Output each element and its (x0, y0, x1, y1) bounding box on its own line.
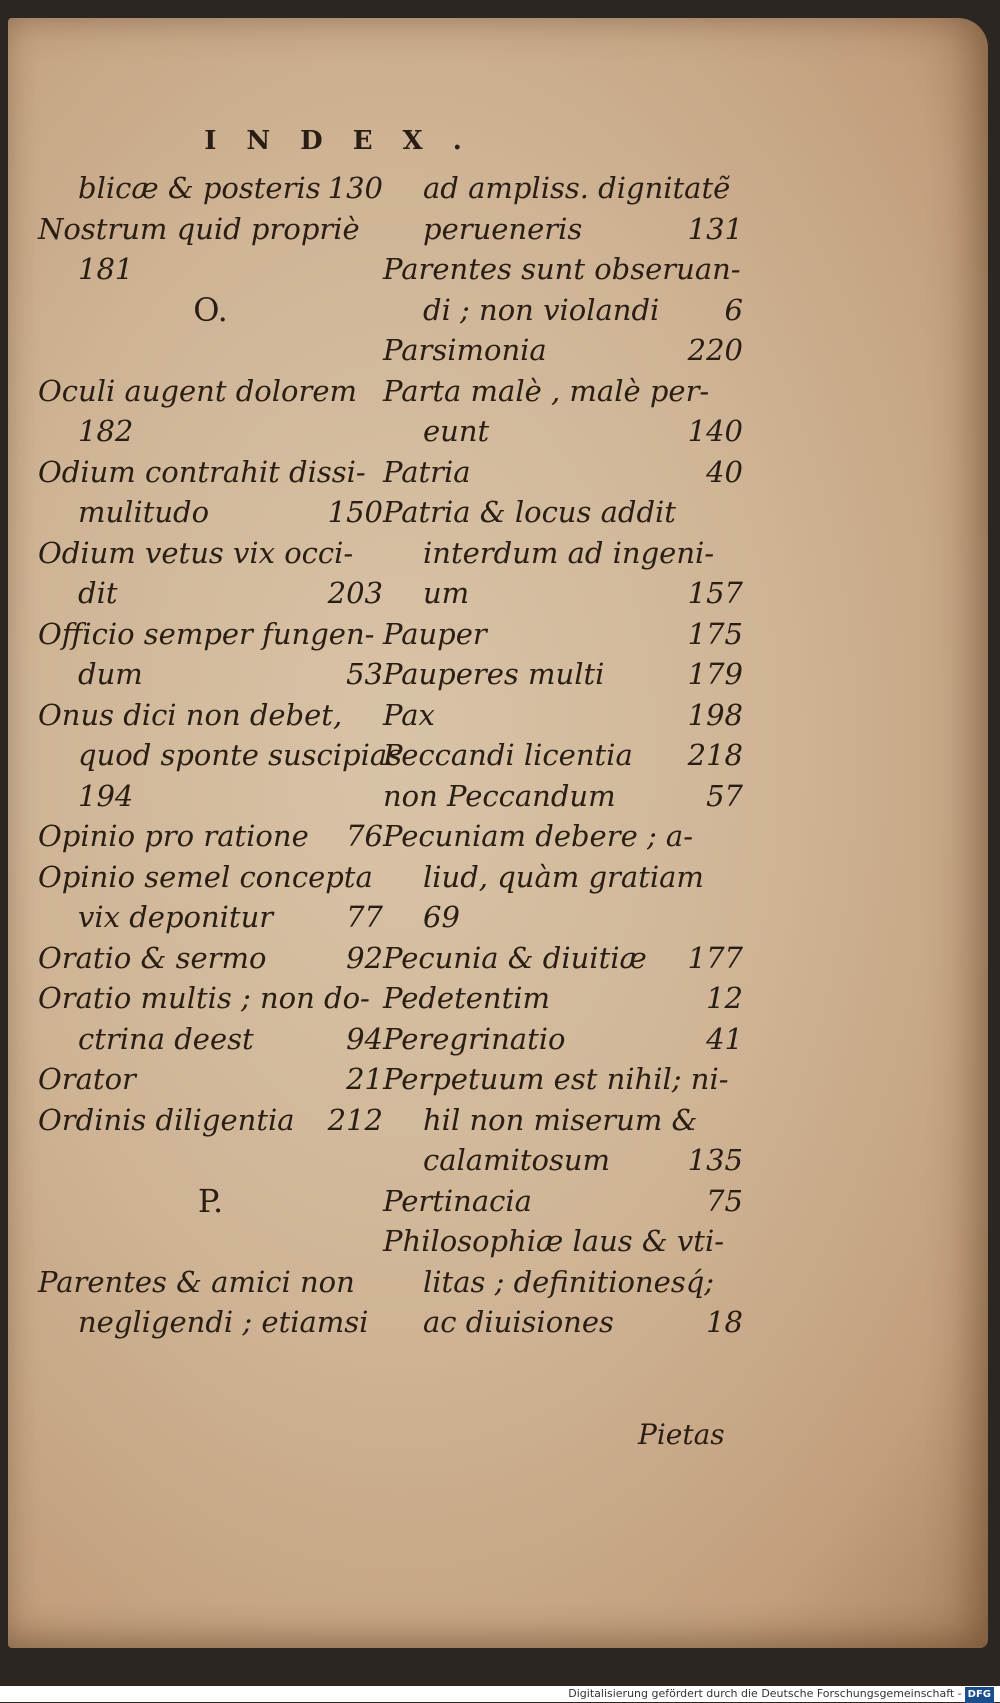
index-entry-page: 130 (327, 171, 383, 205)
index-entry (38, 369, 383, 413)
index-entry-text: hil non miserum & (423, 1103, 698, 1137)
index-entry (383, 652, 743, 696)
index-entry (383, 207, 743, 251)
index-entry (38, 1057, 383, 1101)
index-entry (383, 895, 743, 939)
index-entry (383, 490, 743, 534)
index-entry (38, 490, 383, 534)
index-entry-page: 75 (706, 1184, 743, 1218)
index-entry-text: Peregrinatio (383, 1022, 566, 1056)
index-entry (38, 328, 383, 372)
index-entry-text: litas ; definitionesq́; (423, 1265, 715, 1299)
index-entry-text: Parsimonia (383, 333, 547, 367)
index-entry-text: Pertinacia (383, 1184, 532, 1218)
index-entry (383, 936, 743, 980)
index-entry (38, 733, 403, 777)
index-entry (383, 774, 743, 818)
index-entry-text: dum (78, 657, 143, 691)
index-entry-text: Patria & locus addit (383, 495, 676, 529)
index-entry-page: 92 (346, 941, 383, 975)
index-entry (38, 774, 383, 818)
index-entry (38, 652, 383, 696)
index-entry-text: Perpetuum est nihil; ni- (383, 1062, 729, 1096)
index-entry (38, 1138, 383, 1182)
index-entry-text: um (423, 576, 470, 610)
digitization-footer (0, 1686, 1000, 1702)
index-entry-page: 6 (724, 293, 743, 327)
index-entry-text: Pecunia & diuitiæ (383, 941, 647, 975)
index-entry (383, 450, 743, 494)
index-entry (383, 814, 743, 858)
index-entry-text: eunt (423, 414, 490, 448)
index-entry-text: Onus dici non debet, (38, 698, 343, 732)
index-entry (38, 693, 383, 737)
index-entry-text: 181 (78, 252, 134, 286)
index-entry-text: Officio semper fungen- (38, 617, 375, 651)
index-entry (383, 1179, 743, 1223)
index-entry (38, 976, 383, 1020)
index-entry (383, 1260, 743, 1304)
index-entry (383, 733, 743, 777)
index-entry-text: 194 (78, 779, 134, 813)
index-entry-page: 41 (706, 1022, 743, 1056)
index-entry-page: 77 (346, 900, 383, 934)
page-header: INDEX. (204, 126, 492, 156)
index-entry-text: Philosophiæ laus & vti- (383, 1224, 725, 1258)
index-entry (38, 1017, 383, 1061)
index-entry-text: 69 (423, 900, 460, 934)
index-entry (38, 1098, 383, 1142)
index-entry (38, 450, 383, 494)
index-entry (38, 571, 383, 615)
index-entry (38, 936, 383, 980)
index-entry (383, 288, 743, 332)
index-entry (383, 571, 743, 615)
index-entry-text: ad ampliss. dignitatẽ (423, 171, 731, 205)
index-entry-text: Pauperes multi (383, 657, 605, 691)
index-entry-text: negligendi ; etiamsi (78, 1305, 369, 1339)
index-entry (38, 247, 383, 291)
index-entry-page: 40 (706, 455, 743, 489)
index-entry (383, 693, 743, 737)
index-entry-page: 220 (687, 333, 743, 367)
index-section-letter: O. (193, 291, 228, 329)
index-entry (383, 612, 743, 656)
index-entry-page: 21 (346, 1062, 383, 1096)
index-entry (383, 1219, 743, 1263)
index-entry-text: liud, quàm gratiam (423, 860, 704, 894)
index-entry-text: Oratio & sermo (38, 941, 267, 975)
index-entry-text: Oculi augent dolorem (38, 374, 357, 408)
index-entry (38, 1260, 383, 1304)
index-entry-page: 131 (687, 212, 743, 246)
catchword: Pietas (638, 1418, 725, 1451)
index-entry (38, 895, 383, 939)
index-entry-text: Opinio pro ratione (38, 819, 309, 853)
index-entry-text: Ordinis diligentia (38, 1103, 295, 1137)
index-entry-text: ctrina deest (78, 1022, 254, 1056)
index-entry-text: Parentes sunt obseruan- (383, 252, 741, 286)
index-entry (383, 328, 743, 372)
index-entry (38, 814, 383, 858)
index-entry (383, 976, 743, 1020)
index-entry-page: 198 (687, 698, 743, 732)
index-entry-text: Oratio multis ; non do- (38, 981, 370, 1015)
index-entry-text: dit (78, 576, 118, 610)
index-entry-page: 175 (687, 617, 743, 651)
index-entry-text: di ; non violandi (423, 293, 660, 327)
dfg-logo: DFG (965, 1687, 994, 1703)
index-entry (383, 1098, 743, 1142)
index-entry-page: 157 (687, 576, 743, 610)
index-entry-text: ac diuisiones (423, 1305, 614, 1339)
index-entry-page: 57 (706, 779, 743, 813)
index-entry-text: Parentes & amici non (38, 1265, 355, 1299)
index-entry (38, 207, 383, 251)
index-entry-text: Opinio semel concepta (38, 860, 373, 894)
index-entry-page: 212 (327, 1103, 383, 1137)
index-entry-text: Odium vetus vix occi- (38, 536, 354, 570)
index-entry (383, 369, 743, 413)
index-entry-text: mulitudo (78, 495, 210, 529)
index-section-letter: P. (197, 1182, 224, 1220)
index-entry-text: blicæ & posteris (78, 171, 321, 205)
index-entry-text: Pax (383, 698, 435, 732)
index-entry-page: 94 (346, 1022, 383, 1056)
index-entry (38, 1300, 383, 1344)
index-entry-text: quod sponte suscipias (78, 738, 403, 772)
index-entry-page: 76 (346, 819, 383, 853)
index-entry-page: 203 (327, 576, 383, 610)
index-entry (383, 1057, 743, 1101)
index-entry (383, 1138, 743, 1182)
index-entry-page: 177 (687, 941, 743, 975)
index-entry (383, 409, 743, 453)
index-entry-page: 53 (346, 657, 383, 691)
index-entry-page: 218 (687, 738, 743, 772)
index-entry-text: 182 (78, 414, 134, 448)
index-entry-text: perueneris (423, 212, 583, 246)
index-entry-text: Pedetentim (383, 981, 551, 1015)
index-entry (38, 531, 383, 575)
index-entry (383, 1017, 743, 1061)
index-entry-page: 140 (687, 414, 743, 448)
index-entry-page: 12 (706, 981, 743, 1015)
index-entry-text: Pecuniam debere ; a- (383, 819, 694, 853)
index-entry (38, 855, 383, 899)
index-entry-page: 150 (327, 495, 383, 529)
index-entry (383, 247, 743, 291)
index-entry (383, 166, 743, 210)
index-entry-text: calamitosum (423, 1143, 611, 1177)
index-entry-text: Orator (38, 1062, 136, 1096)
index-entry-text: Peccandi licentia (383, 738, 633, 772)
index-entry-text: interdum ad ingeni- (423, 536, 715, 570)
index-entry-text: Pauper (383, 617, 487, 651)
index-entry-page: 135 (687, 1143, 743, 1177)
index-entry-page: 18 (706, 1305, 743, 1339)
index-entry-text: Patria (383, 455, 471, 489)
index-entry-text: Odium contrahit dissi- (38, 455, 366, 489)
index-entry (383, 1300, 743, 1344)
index-entry-text: vix deponitur (78, 900, 274, 934)
index-entry-text: non Peccandum (383, 779, 616, 813)
index-entry-text: Parta malè , malè per- (383, 374, 710, 408)
index-entry (38, 409, 383, 453)
index-entry (383, 855, 743, 899)
index-entry (38, 612, 383, 656)
index-entry-page: 179 (687, 657, 743, 691)
index-entry (383, 531, 743, 575)
footer-credit: Digitalisierung gefördert durch die Deutsche Forschungsgemeinschaft - (568, 1687, 962, 1700)
index-entry (38, 166, 383, 210)
index-entry-text: Nostrum quid propriè (38, 212, 360, 246)
index-entry (38, 1219, 383, 1263)
book-page (8, 18, 988, 1648)
